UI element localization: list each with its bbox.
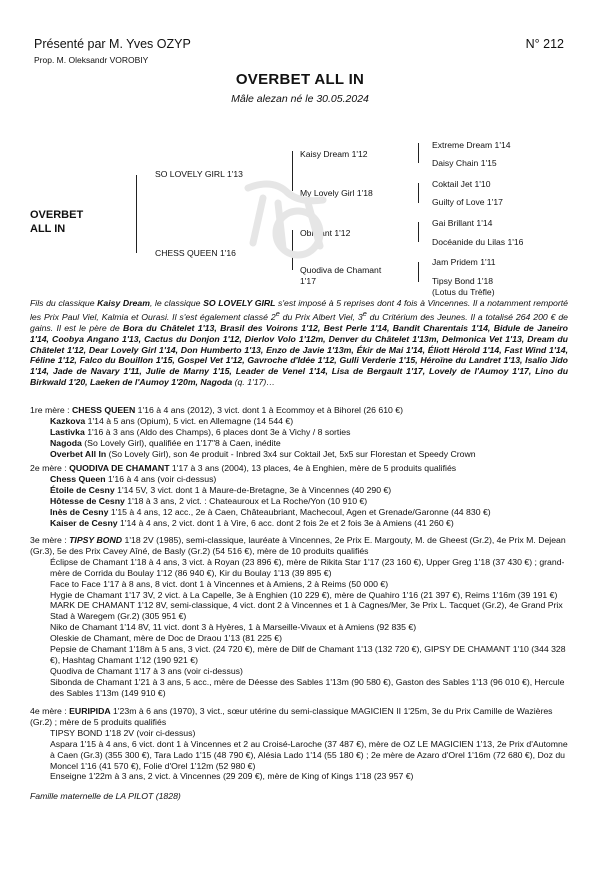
- pedigree-subject: OVERBET ALL IN: [30, 209, 84, 235]
- pedigree-brace: [418, 222, 419, 242]
- pedigree-brace: [136, 175, 137, 253]
- sire: SO LOVELY GIRL 1'13: [155, 169, 243, 179]
- granddam: My Lovely Girl 1'18: [300, 188, 373, 198]
- ancestor: Jam Pridem 1'11: [432, 257, 496, 267]
- dam: CHESS QUEEN 1'16: [155, 248, 236, 258]
- ancestor: Gai Brillant 1'14: [432, 218, 493, 228]
- granddam-time: 1'17: [300, 276, 316, 286]
- ancestor: (Lotus du Trèfle): [432, 287, 495, 297]
- ancestor: Tipsy Bond 1'18: [432, 276, 494, 286]
- first-dam-section: 1re mère : CHESS QUEEN 1'16 à 4 ans (2012), 3 vict. dont 1 à Ecommoy et à Bihorel (26 610 €) Kazkova 1'14 à 5 ans (Opium), 5 vict. en Allemagne (14 544 €) Lastivka 1'16 à 3 ans (Aldo des Champs), 6 places dont 3e à Vichy / 8 sorties Nagoda (So Lovely Girl), qualifiée en 1'17"8 à Caen, inédite Overbet All In (So Lovely Girl), son 4e produit - Inbred 3x4 sur Coktail Jet, 5x5 sur Florestan et Speedy Crown: [30, 405, 476, 459]
- third-dam-section: 3e mère : TIPSY BOND 1'18 2V (1985), semi-classique, lauréate à Vincennes, 2e Prix E. Margouty, M. de Gheest (Gr.2), 4e Prix M. Dejean (Gr.3), 5e des Prix Cavey Aîné, de Basly (Gr.2) (54 516 €), mère de 10 produits qualifiés Éclipse de Chamant 1'18 à 4 ans, 3 vict. à Royan (23 896 €), mère de Rikita Star 1'17 (23 160 €), Upper Greg 1'18 (37 430 €) ; grand-mère de Corrida du Boulay 1'12 (86 940 €), Kir du Boulay 1'13 (39 895 €) Face to Face 1'17 à 8 ans, 8 vict. dont 1 à Vincennes et à Amiens, 2 à Reims (50 000 €) Hygie de Chamant 1'17 3V, 2 vict. à La Capelle, 3e à Enghien (10 229 €), mère de Quahiro 1'16 (21 397 €), Reims 1'16m (39 191 €) MARK DE CHAMANT 1'12 8V, semi-classique, 4 vict. dont 2 à Vincennes et 1 à Cagnes/Mer, 3e Prix L. Tacquet (Gr.2), 4e Grand Prix Stad à Waregem (Gr.2) (305 951 €) Niko de Chamant 1'14 8V, 11 vict. dont 3 à Hyères, 1 à Marseille-Vivaux et à Amiens (92 835 €) Oleskie de Chamant, mère de Doc de Draou 1'13 (81 225 €) Pepsie de Chamant 1'18m à 5 ans, 3 vict. (24 720 €), mère de Dilf de Chamant 1'13 (132 720 €), GIPSY DE CHAMANT 1'10 (344 328 €), Hashtag Chamant 1'12 (190 921 €) Quodiva de Chamant 1'17 à 3 ans (voir ci-dessus) Sibonda de Chamant 1'21 à 3 ans, 5 acc., mère de Déesse des Sables 1'13m (90 580 €), Gaston des Sables 1'13 (96 010 €), Hercule des Sables 1'13m (149 910 €): [30, 535, 566, 698]
- ancestor: Coktail Jet 1'10: [432, 179, 491, 189]
- maternal-family: Famille maternelle de LA PILOT (1828): [30, 791, 181, 801]
- second-dam-section: 2e mère : QUODIVA DE CHAMANT 1'17 à 3 ans (2004), 13 places, 4e à Enghien, mère de 5 produits qualifiés Chess Queen 1'16 à 4 ans (voir ci-dessus) Étoile de Cesny 1'14 5V, 3 vict. dont 1 à Maure-de-Bretagne, 3e à Vincennes (40 290 €) Hôtesse de Cesny 1'18 à 3 ans, 2 vict. : Chateauroux et La Roche/Yon (10 910 €) Inès de Cesny 1'15 à 4 ans, 12 acc., 2e à Caen, Châteaubriant, Machecoul, Agen et Grenade/Garonne (44 830 €) Kaiser de Cesny 1'14 à 4 ans, 2 vict. dont 1 à Vire, 6 acc. dont 2 fois 2e et 2 fois 3e à Amiens (41 260 €): [30, 463, 491, 528]
- grandsire: Kaisy Dream 1'12: [300, 149, 368, 159]
- grandsire: Obrillant 1'12: [300, 228, 351, 238]
- presenter: Présenté par M. Yves OZYP: [34, 37, 191, 51]
- horse-subtitle: Mâle alezan né le 30.05.2024: [231, 93, 369, 105]
- pedigree-brace: [418, 183, 419, 203]
- horse-name: OVERBET ALL IN: [235, 71, 365, 88]
- pedigree-brace: [418, 143, 419, 163]
- ancestor: Docéanide du Lilas 1'16: [432, 237, 524, 247]
- ancestor: Extreme Dream 1'14: [432, 140, 511, 150]
- watermark-logo: [228, 148, 351, 268]
- ancestor: Guilty of Love 1'17: [432, 197, 503, 207]
- lot-number: N° 212: [525, 37, 564, 51]
- pedigree-brace: [418, 262, 419, 282]
- owner: Prop. M. Oleksandr VOROBIY: [34, 55, 149, 65]
- fourth-dam-section: 4e mère : EURIPIDA 1'23m à 6 ans (1970), 3 vict., sœur utérine du semi-classique MAGICIEN II 1'25m, 3e du Prix Camille de Wazières (Gr.2) ; mère de 5 produits qualifiés TIPSY BOND 1'18 2V (voir ci-dessus) Aspara 1'15 à 4 ans, 6 vict. dont 1 à Vincennes et 2 au Croisé-Laroche (37 487 €), mère de OZ LE MAGICIEN 1'13, 2e Prix d'Automne à Caen (Gr.3) (355 300 €), Tara Lado 1'15 (48 790 €), Alésia Lado 1'14 (55 180 €) ; 2e mère de Azaro d'Orel 1'16m (72 680 €), Doz du Moncel 1'16 (41 570 €), Folie d'Orel 1'12m (52 980 €) Enseigne 1'22m à 3 ans, 2 vict. à Vincennes (29 209 €), mère de King of Kings 1'18 (23 957 €): [30, 706, 568, 782]
- granddam: Quodiva de Chamant: [300, 265, 382, 275]
- ancestor: Daisy Chain 1'15: [432, 158, 497, 168]
- sire-description: Fils du classique Kaisy Dream, le classique SO LOVELY GIRL s'est imposé à 5 reprises dont 4 fois à Vincennes. Il a notamment remporté les Prix Paul Viel, Kalmia et Ourasi. Il s'est également classé 2e du Prix Albert Viel, 3e du Critérium des Jeunes. Il a totalisé 264 200 € de gains. Il est le père de Bora du Châtelet 1'13, Brasil des Voirons 1'12, Best Perle 1'14, Bandit Charentais 1'14, Bidule de Janeiro 1'14, Coobya Angano 1'13, Cactus du Donjon 1'12, Dierlov Volo 1'12m, Denver du Châtelet 1'13m, Delmonica Vet 1'13, Dream du Châtelet 1'12, Dear Lovely Girl 1'14, Don Humberto 1'13, Enzo de Javie 1'13m, Ékir de Mai 1'14, Éliott Hérold 1'14, Fast Wind 1'14, Féline 1'12, Falco du Bouillon 1'15, Gospel Vet 1'12, Gavroche d'Idée 1'12, Gulli Verderie 1'15, Héroïne du Landret 1'13, Isalio Jido 1'14, Jade de Navary 1'11, Julie de Marny 1'15, Leader de Venel 1'14, Lisa de Bergault 1'17, Lovely de l'Aumoy 1'17, Lino du Birkwald 1'20, Laeken de l'Aumoy 1'20m, Nagoda (q. 1'17)…: [30, 298, 569, 388]
